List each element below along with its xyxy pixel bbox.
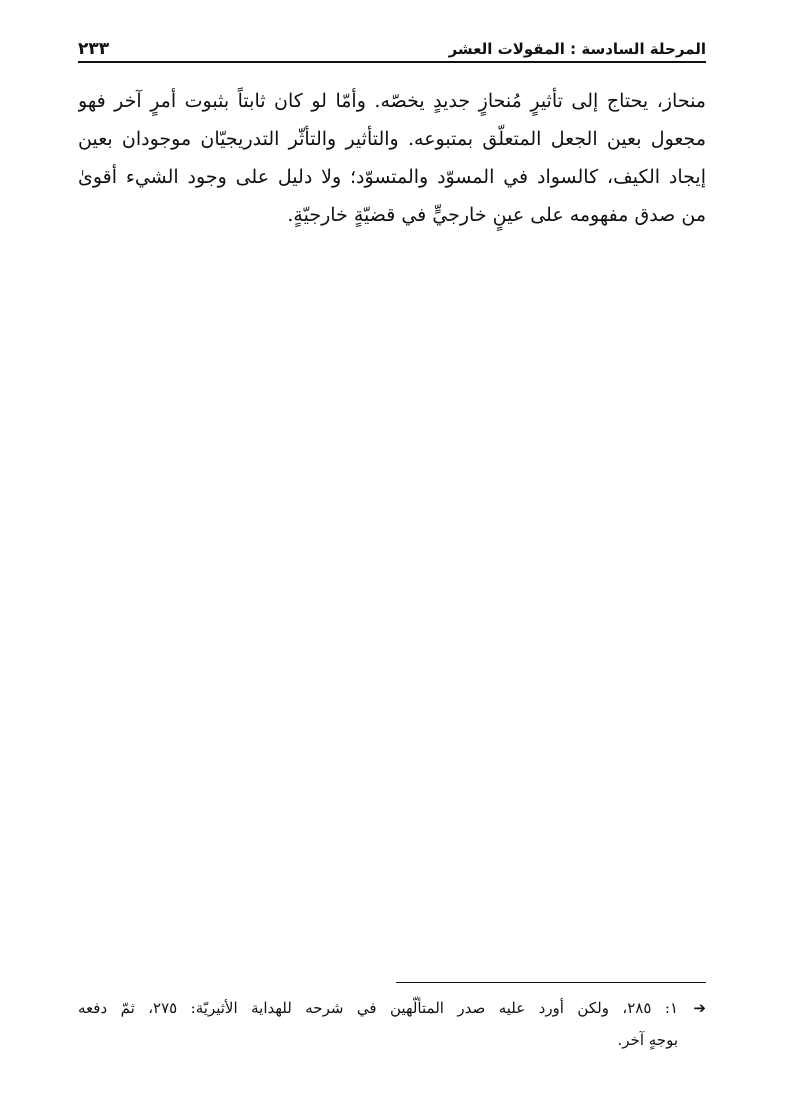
body-line: منحاز، يحتاج إلى تأثيرٍ مُنحازٍ جديدٍ يخصّه. وأمّا لو كان ثابتاً بثبوت أمرٍ آخر فهو [78, 90, 706, 112]
footnote-text: بوجهٍ آخر. [617, 1031, 678, 1049]
arrow-left-icon: ➔ [693, 999, 706, 1017]
body-line: مجعول بعين الجعل المتعلّق بمتبوعه. والتأثير والتأثّر التدريجيّان موجودان بعين [78, 128, 706, 150]
footnote-line [78, 992, 706, 1024]
footnote-line [78, 1024, 706, 1056]
body-line: من صدق مفهومه على عينٍ خارجيٍّ في قضيّةٍ خارجيّةٍ. [287, 204, 706, 226]
page-number: ٢٣٣ [78, 39, 110, 59]
footnote-text: ١: ٢٨٥، ولكن أورد عليه صدر المتألّهين في شرحه للهداية الأثيريّة: ٢٧٥، ثمّ دفعه [78, 999, 678, 1017]
running-header [78, 30, 706, 63]
footnote-divider [396, 982, 706, 983]
header-title: المرحلة السادسة : المقولات العشر [448, 40, 706, 58]
body-text [78, 82, 706, 234]
body-line: إيجاد الكيف، كالسواد في المسوّد والمتسوّد؛ ولا دليل على وجود الشيء أقوىٰ [78, 166, 706, 188]
footnote [78, 992, 706, 1056]
